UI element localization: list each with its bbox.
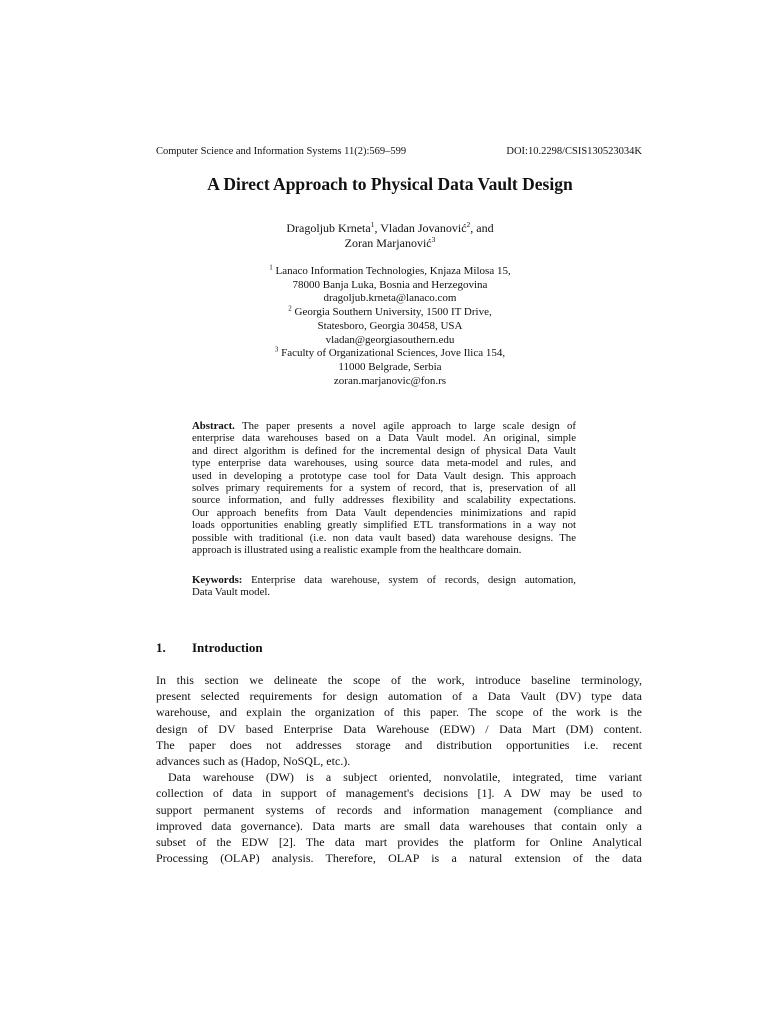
affiliation-text: Georgia Southern University, 1500 IT Drive, — [291, 306, 492, 319]
author-affiliation-mark: 2 — [466, 220, 471, 229]
affiliation-line — [156, 306, 624, 320]
section-number: 1. — [156, 640, 166, 655]
keywords-label: Keywords: — [192, 574, 243, 586]
affiliation-line — [156, 279, 624, 293]
abstract-label: Abstract. — [192, 420, 235, 432]
author-name: Zoran Marjanović — [344, 236, 432, 250]
body-line: The paper does not addresses storage and distribution opportunities i.e. recent — [156, 737, 642, 752]
keywords — [192, 574, 576, 599]
doi: DOI:10.2298/CSIS130523034K — [506, 146, 642, 157]
author-line-2 — [156, 236, 624, 251]
affiliations — [156, 265, 624, 388]
affiliation-line — [156, 292, 624, 306]
keywords-line — [192, 574, 576, 586]
body-line: support permanent systems of records and information management (compliance and — [156, 802, 642, 817]
author-name: Vladan Jovanović — [380, 221, 467, 235]
body-line: present selected requirements for design automation of a Data Vault (DV) type data — [156, 689, 642, 704]
affiliation-text: 11000 Belgrade, Serbia — [338, 360, 442, 373]
abstract-line: and direct algorithm is defined for the incremental design of physical Data Vault — [192, 444, 576, 457]
body-text — [156, 672, 642, 866]
author-separator: , and — [470, 221, 494, 235]
affiliation-text: Statesboro, Georgia 30458, USA — [317, 319, 463, 332]
abstract-line: source information, and fully addresses flexibility and scalability expectations. — [192, 494, 576, 507]
affiliation-line — [156, 361, 624, 375]
body-line: design of DV based Enterprise Data Warehouse (EDW) / Data Mart (DM) content. — [156, 721, 642, 736]
abstract-line: loads opportunities enabling greatly simplified ETL transformations in a way not — [192, 519, 576, 532]
affiliation-text: Lanaco Information Technologies, Knjaza Milosa 15, — [272, 265, 511, 277]
keywords-line: Data Vault model. — [192, 586, 271, 599]
section-title: Introduction — [192, 640, 263, 655]
abstract-line — [192, 420, 576, 432]
affiliation-mark: 2 — [288, 304, 292, 313]
affiliation-email: dragoljub.krneta@lanaco.com — [323, 292, 457, 305]
affiliation-line — [156, 334, 624, 348]
abstract-line: type enterprise data warehouses, using source data meta-model and rules, and — [192, 457, 576, 470]
body-line: warehouse, and explain the organization of this paper. The scope of the work is the — [156, 705, 642, 720]
body-line: Processing (OLAP) analysis. Therefore, OLAP is a natural extension of the data — [156, 851, 642, 866]
body-line: collection of data in support of management's decisions [1]. A DW may be used to — [156, 786, 642, 801]
abstract-line: approach is illustrated using a realistic example from the healthcare domain. — [192, 543, 522, 556]
author-line-1 — [156, 221, 624, 236]
affiliation-text: Faculty of Organizational Sciences, Jove Ilica 154, — [278, 347, 506, 360]
affiliation-email: zoran.marjanovic@fon.rs — [333, 374, 447, 387]
abstract-line: possible with traditional (i.e. non data vault based) data warehouse designs. The — [192, 531, 576, 544]
affiliation-text: 78000 Banja Luka, Bosnia and Herzegovina — [292, 278, 488, 291]
abstract-line: solves primary requirements for a system of record, that is, preservation of all — [192, 481, 576, 494]
paper-title: A Direct Approach to Physical Data Vault Design — [207, 174, 573, 194]
running-head — [156, 146, 642, 157]
affiliation-line — [156, 375, 624, 389]
affiliation-mark: 1 — [269, 263, 273, 272]
body-line: In this section we delineate the scope of the work, introduce baseline terminology, — [156, 673, 642, 687]
abstract — [192, 420, 576, 556]
keywords-text: Enterprise data warehouse, system of records, design automation, — [242, 574, 576, 586]
section-heading — [156, 640, 263, 656]
body-line: advances such as (Hadop, NoSQL, etc.). — [156, 753, 351, 768]
affiliation-line — [156, 265, 624, 279]
abstract-line: Our approach benefits from Data Vault dependencies minimizations and rapid — [192, 506, 576, 519]
abstract-line: enterprise data warehouses based on a Data Vault model. An original, simple — [192, 432, 576, 445]
affiliation-email: vladan@georgiasouthern.edu — [325, 333, 455, 346]
journal-citation: Computer Science and Information Systems 11(2):569–599 — [156, 146, 407, 157]
affiliation-line — [156, 347, 624, 361]
author-separator: , — [374, 221, 381, 235]
body-line: improved data governance). Data marts are small data warehouses that contain only a — [156, 818, 642, 833]
abstract-text: The paper presents a novel agile approach to large scale design of — [234, 420, 576, 432]
affiliation-mark: 3 — [274, 345, 279, 354]
authors — [156, 221, 624, 251]
body-line: Data warehouse (DW) is a subject oriented, nonvolatile, integrated, time variant — [168, 770, 642, 785]
affiliation-line — [156, 320, 624, 334]
body-line: subset of the EDW [2]. The data mart provides the platform for Online Analytical — [156, 834, 642, 849]
abstract-line: used in developing a prototype case tool for Data Vault design. This approach — [192, 469, 576, 482]
author-affiliation-mark: 3 — [431, 235, 436, 244]
author-name: Dragoljub Krneta — [286, 221, 371, 235]
author-affiliation-mark: 1 — [370, 220, 375, 229]
